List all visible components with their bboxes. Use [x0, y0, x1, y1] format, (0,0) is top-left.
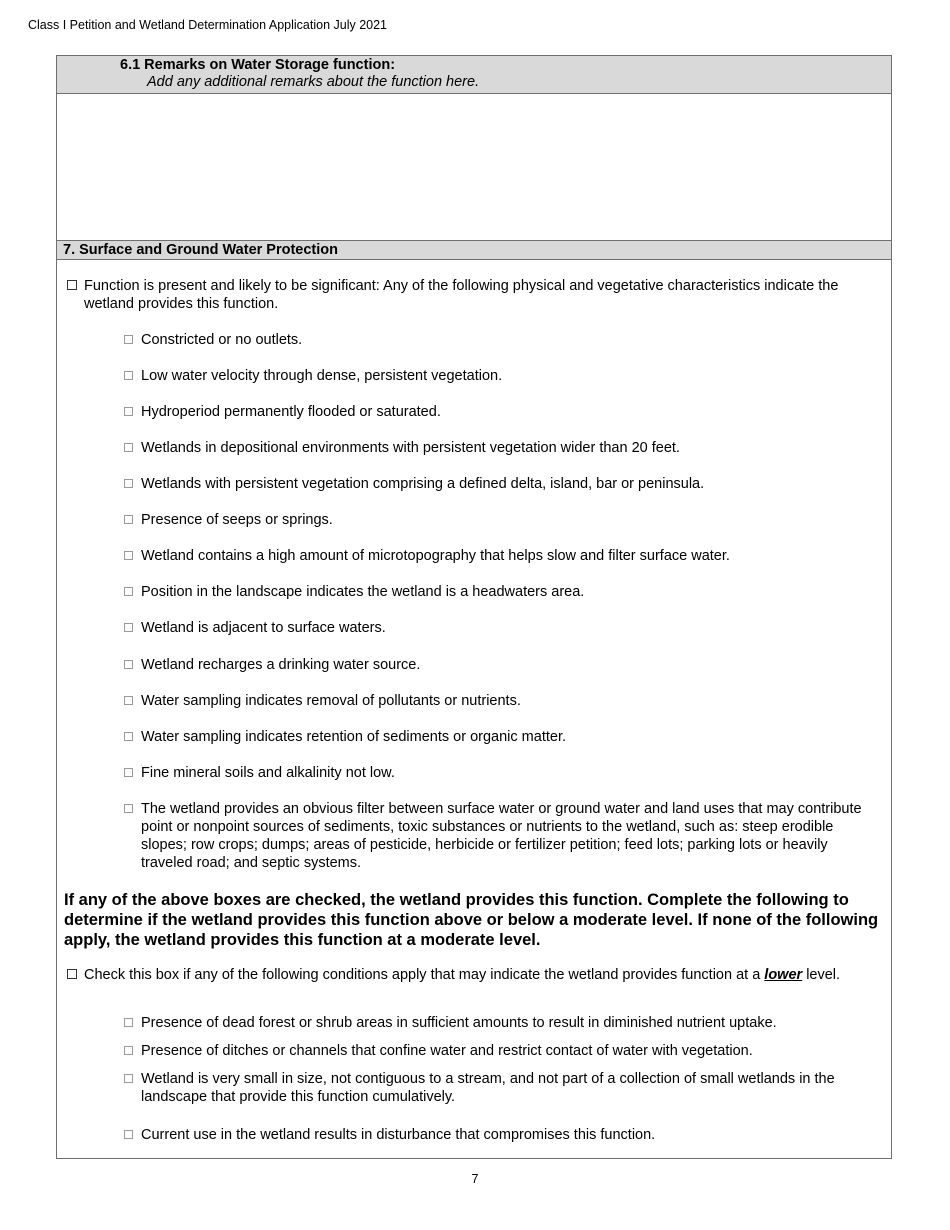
function-present-label: Function is present and likely to be significant: Any of the following physical and vegetative characteristics indicate the wetland provides this function. — [84, 278, 839, 312]
lower-condition-item — [124, 1042, 884, 1060]
remarks-text-area[interactable] — [57, 94, 891, 240]
lower-condition-label: Current use in the wetland results in disturbance that compromises this function. — [141, 1127, 656, 1143]
characteristic-checkbox[interactable] — [124, 371, 133, 380]
characteristic-checkbox[interactable] — [124, 335, 133, 344]
lower-function-label — [84, 966, 879, 984]
section-6-1-header — [57, 56, 891, 94]
characteristic-item — [124, 692, 884, 710]
characteristic-label: Wetlands with persistent vegetation comprising a defined delta, island, bar or peninsula. — [141, 476, 705, 492]
lower-condition-item — [124, 1070, 869, 1106]
characteristic-label: Water sampling indicates retention of sediments or organic matter. — [141, 729, 566, 745]
characteristic-label: Constricted or no outlets. — [141, 332, 303, 348]
section-6-1-instructions: Add any additional remarks about the function here. — [147, 74, 480, 90]
characteristic-label: Wetlands in depositional environments with persistent vegetation wider than 20 feet. — [141, 440, 680, 456]
characteristic-label: Water sampling indicates removal of pollutants or nutrients. — [141, 693, 521, 709]
section-7-header — [57, 240, 891, 260]
characteristic-label: Position in the landscape indicates the wetland is a headwaters area. — [141, 584, 585, 600]
lower-condition-checkbox[interactable] — [124, 1130, 133, 1139]
function-present-checkbox[interactable] — [67, 280, 77, 290]
lower-condition-checkbox[interactable] — [124, 1046, 133, 1055]
characteristic-item — [124, 475, 884, 493]
characteristic-checkbox[interactable] — [124, 407, 133, 416]
characteristic-checkbox[interactable] — [124, 443, 133, 452]
characteristic-item — [124, 764, 884, 782]
characteristic-item — [124, 331, 884, 349]
characteristic-checkbox[interactable] — [124, 732, 133, 741]
lower-function-text: Check this box if any of the following conditions apply that may indicate the wetland provides function at a — [84, 967, 761, 983]
characteristic-checkbox[interactable] — [124, 623, 133, 632]
characteristic-item — [124, 583, 884, 601]
characteristic-label: Presence of seeps or springs. — [141, 512, 333, 528]
characteristic-checkbox[interactable] — [124, 696, 133, 705]
characteristic-label: Fine mineral soils and alkalinity not low. — [141, 765, 395, 781]
document-header: Class I Petition and Wetland Determination Application July 2021 — [28, 18, 388, 32]
lower-emphasis: lower — [764, 967, 803, 983]
function-present-item — [67, 277, 879, 313]
characteristic-checkbox[interactable] — [124, 551, 133, 560]
lower-condition-item — [124, 1126, 884, 1144]
characteristic-checkbox[interactable] — [124, 515, 133, 524]
section-7-title: 7. Surface and Ground Water Protection — [63, 242, 339, 258]
form-frame — [56, 55, 892, 1159]
section-6-1-title: 6.1 Remarks on Water Storage function: — [120, 57, 396, 73]
characteristic-item — [124, 511, 884, 529]
lower-function-item — [67, 966, 879, 984]
characteristic-label: Low water velocity through dense, persistent vegetation. — [141, 368, 503, 384]
characteristic-checkbox[interactable] — [124, 587, 133, 596]
characteristic-checkbox[interactable] — [124, 479, 133, 488]
characteristic-item — [124, 728, 884, 746]
lower-function-text-end: level. — [806, 967, 841, 983]
instruction-note: If any of the above boxes are checked, the wetland provides this function. Complete the following to determine if the wetland provides this function above or below a moderate level. If none of the following apply, the wetland provides this function at a moderate level. — [64, 891, 879, 949]
characteristic-item — [124, 547, 884, 565]
characteristic-label: Wetland is adjacent to surface waters. — [141, 620, 386, 636]
lower-condition-checkbox[interactable] — [124, 1018, 133, 1027]
lower-function-checkbox[interactable] — [67, 969, 77, 979]
lower-condition-label: Wetland is very small in size, not contiguous to a stream, and not part of a collection of small wetlands in the landscape that provide this function cumulatively. — [141, 1071, 835, 1105]
characteristic-item — [124, 403, 884, 421]
characteristic-label: Wetland contains a high amount of microtopography that helps slow and filter surface water. — [141, 548, 730, 564]
characteristic-label: The wetland provides an obvious filter between surface water or ground water and land uses that may contribute point or nonpoint sources of sediments, toxic substances or nutrients to the wetland, such as: steep erodible slopes; row crops; dumps; areas of pesticide, herbicide or fertilizer petition; feed lots; parking lots or heavily traveled road; and septic systems. — [141, 801, 862, 871]
characteristic-item — [124, 800, 864, 872]
characteristic-label: Hydroperiod permanently flooded or saturated. — [141, 404, 441, 420]
lower-condition-label: Presence of dead forest or shrub areas in sufficient amounts to result in diminished nutrient uptake. — [141, 1015, 777, 1031]
characteristic-checkbox[interactable] — [124, 660, 133, 669]
page-number: 7 — [471, 1172, 479, 1186]
characteristic-checkbox[interactable] — [124, 768, 133, 777]
lower-condition-item — [124, 1014, 884, 1032]
characteristic-item — [124, 367, 884, 385]
lower-condition-checkbox[interactable] — [124, 1074, 133, 1083]
characteristic-item — [124, 439, 884, 457]
lower-condition-label: Presence of ditches or channels that confine water and restrict contact of water with vegetation. — [141, 1043, 753, 1059]
characteristic-item — [124, 656, 884, 674]
characteristic-label: Wetland recharges a drinking water source. — [141, 657, 421, 673]
characteristic-checkbox[interactable] — [124, 804, 133, 813]
characteristic-item — [124, 619, 884, 637]
